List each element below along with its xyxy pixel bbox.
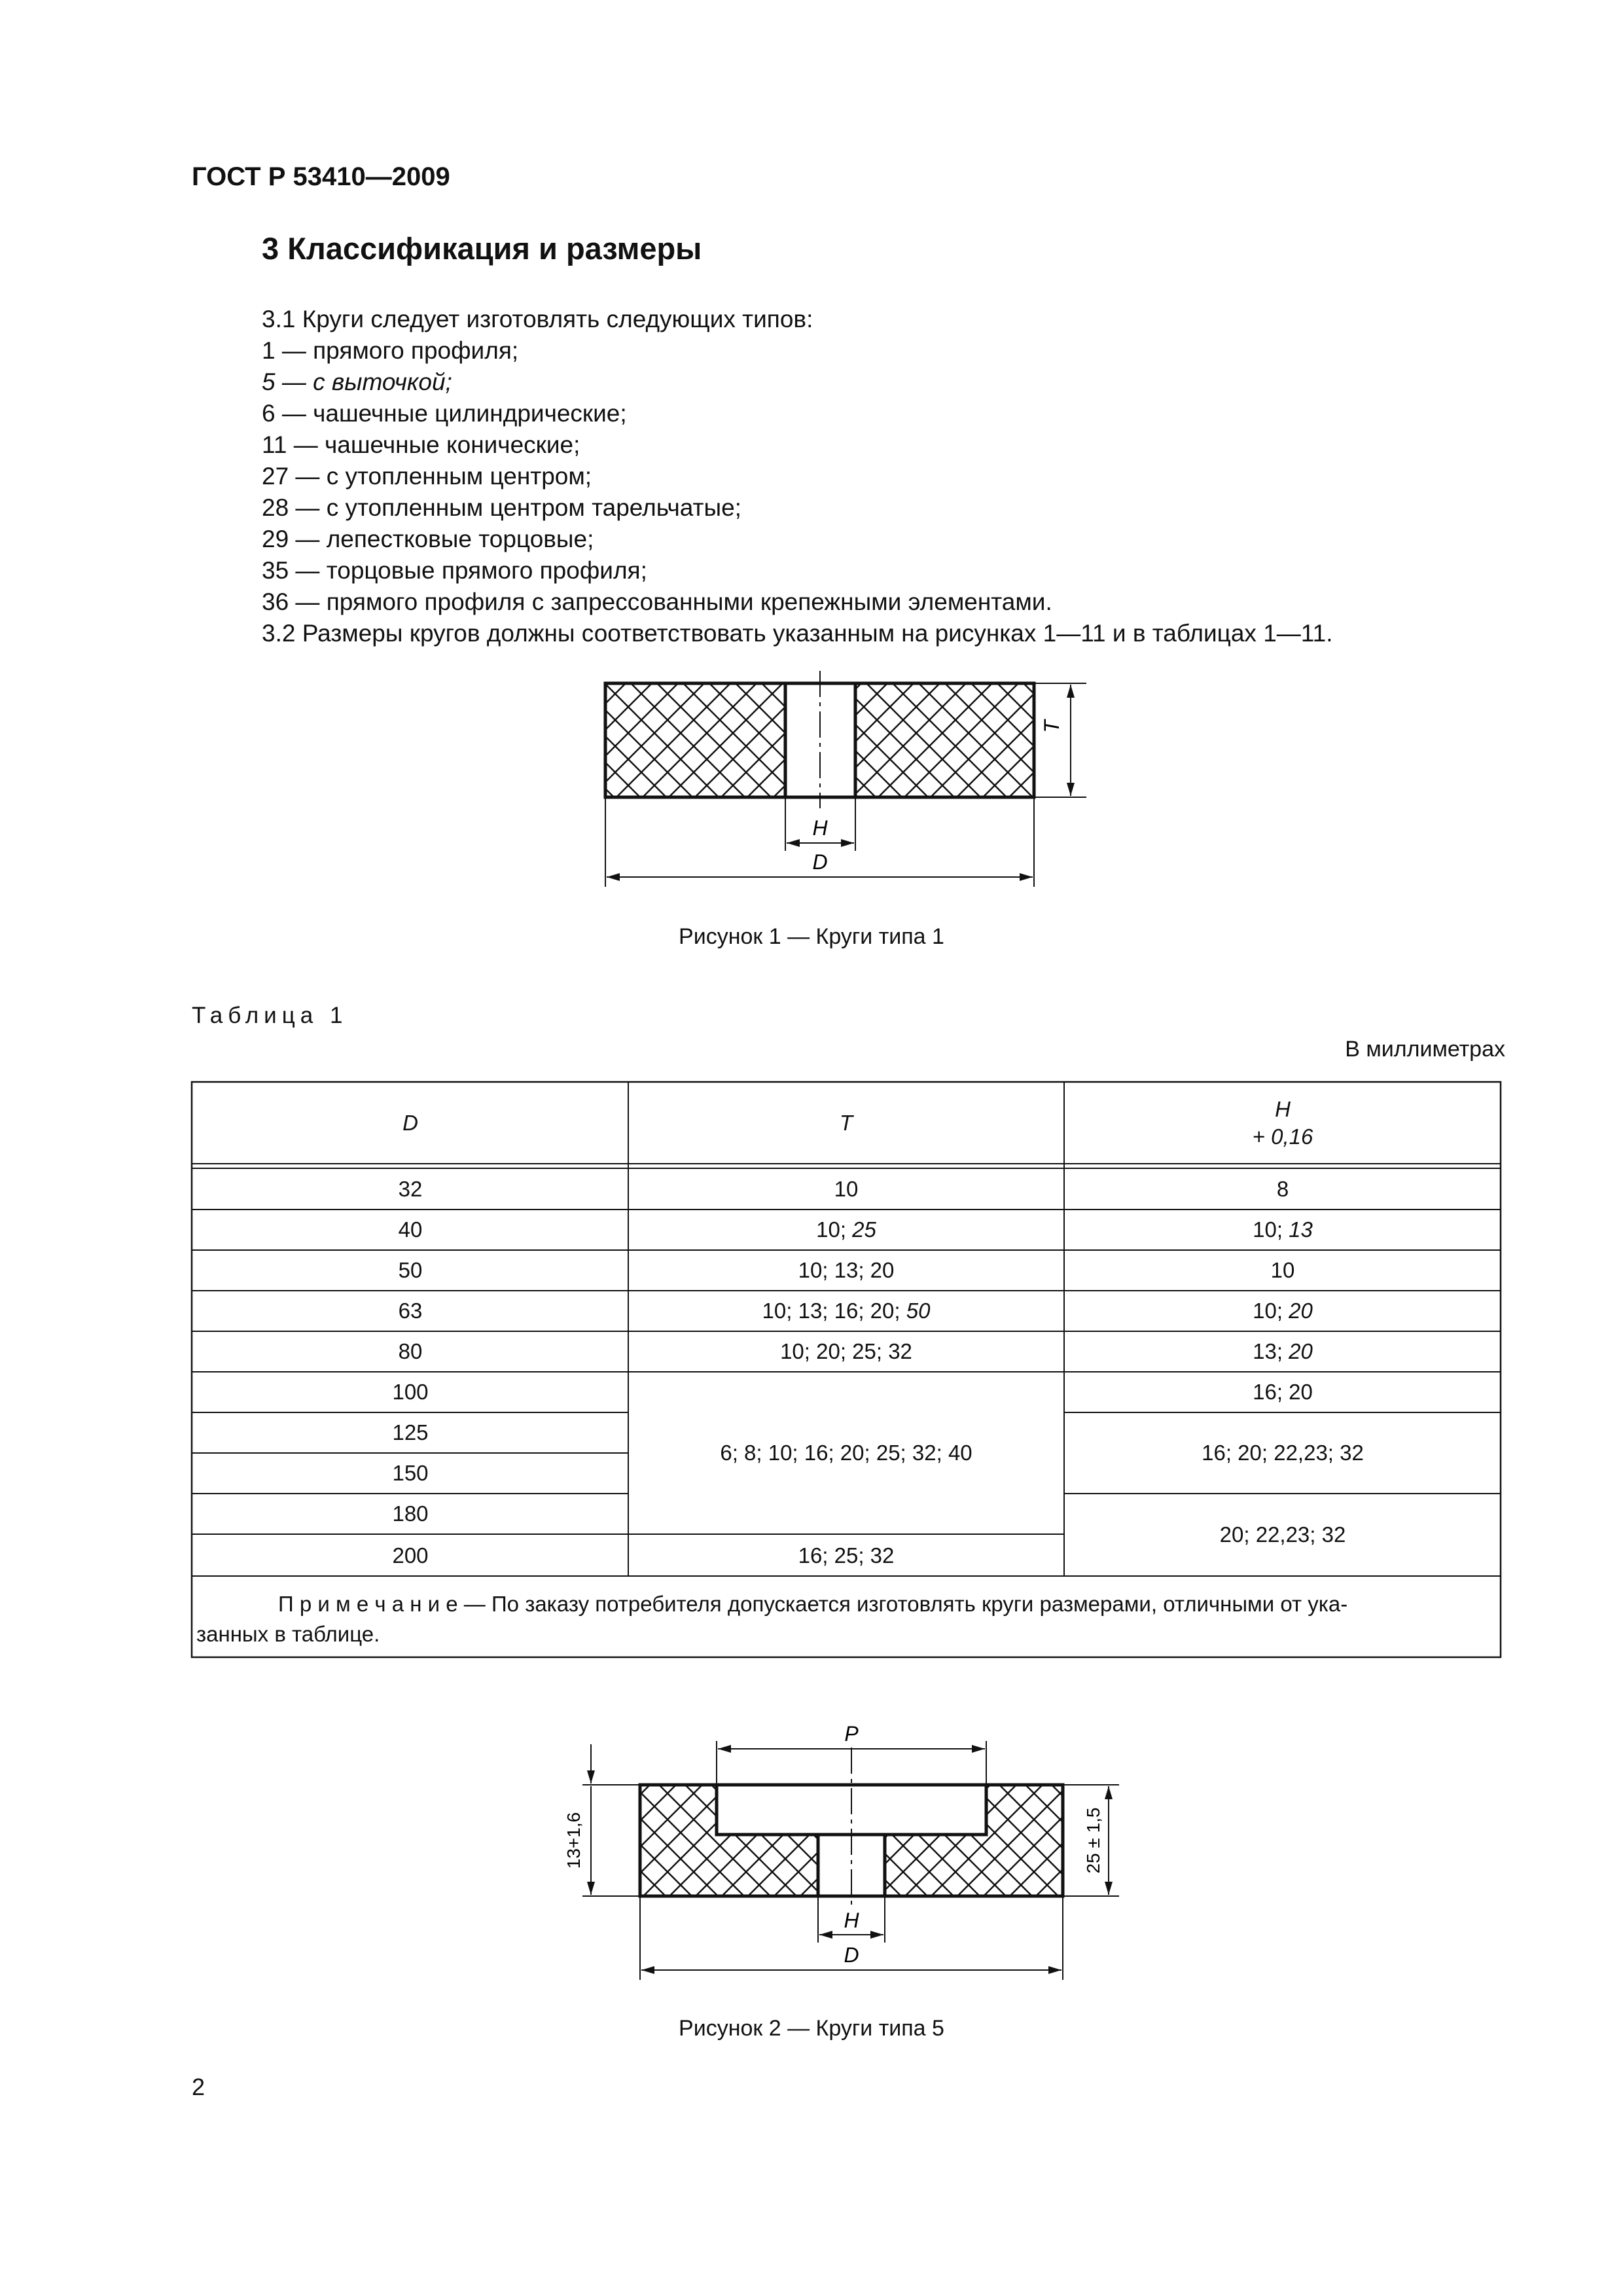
- table-cell-d: 40: [398, 1217, 423, 1242]
- section-title: 3 Классификация и размеры: [262, 231, 702, 266]
- table-cell-d: 63: [398, 1299, 423, 1323]
- table-cell-d: 80: [398, 1339, 423, 1363]
- dim-label-right-height: 25 ± 1,5: [1083, 1807, 1103, 1874]
- figure-1-caption: Рисунок 1 — Круги типа 1: [679, 924, 944, 949]
- figure-2-caption: Рисунок 2 — Круги типа 5: [679, 2016, 944, 2041]
- table-cell-t: 10: [834, 1177, 859, 1201]
- table-cell-h-part: 13;: [1253, 1339, 1289, 1363]
- table-header-t: T: [839, 1111, 853, 1135]
- type-list-item: 36 — прямого профиля с запрессованными крепежными элементами.: [262, 588, 1052, 615]
- figure-2-drawing: [0, 1715, 1623, 2003]
- table-cell-h-part: 13: [1289, 1217, 1313, 1242]
- table-cell-d: 200: [392, 1543, 429, 1568]
- table-note-label: П р и м е ч а н и е: [278, 1592, 458, 1616]
- table-cell-d: 32: [398, 1177, 423, 1201]
- table-cell-d: 180: [392, 1501, 429, 1526]
- table-note-line-1: [278, 1592, 1347, 1616]
- dim-label-d: D: [844, 1943, 859, 1967]
- table-cell-h-part: 20: [1289, 1339, 1313, 1363]
- type-list-item: 1 — прямого профиля;: [262, 337, 519, 364]
- table-cell-t: [816, 1217, 876, 1242]
- table-cell-d: 150: [392, 1461, 429, 1485]
- table-header-d: D: [402, 1111, 418, 1135]
- table-cell-t: 6; 8; 10; 16; 20; 25; 32; 40: [720, 1441, 972, 1465]
- type-list-item: 29 — лепестковые торцовые;: [262, 526, 594, 552]
- dim-label-h: H: [844, 1909, 859, 1932]
- table-cell-h: 8: [1276, 1177, 1289, 1201]
- table-note-line-2: занных в таблице.: [196, 1622, 380, 1646]
- table-cell-t-part: 50: [906, 1299, 931, 1323]
- table-cell-t: 10; 13; 20: [798, 1258, 895, 1282]
- table-1: [0, 1073, 1623, 1662]
- figure-1-drawing: [0, 655, 1623, 916]
- table-cell-h-part: 10;: [1253, 1299, 1289, 1323]
- page-number: 2: [192, 2073, 205, 2100]
- table-cell-h: [1253, 1299, 1313, 1323]
- table-cell-d: 125: [392, 1420, 429, 1444]
- dim-label-h: H: [812, 816, 828, 840]
- table-cell-d: 50: [398, 1258, 423, 1282]
- table-cell-h-part: 20: [1289, 1299, 1313, 1323]
- para-3-2: 3.2 Размеры кругов должны соответствовать указанным на рисунках 1—11 и в таблицах 1—11.: [262, 620, 1333, 647]
- table-cell-h: 20; 22,23; 32: [1219, 1522, 1346, 1547]
- document-code: ГОСТ Р 53410—2009: [192, 162, 450, 191]
- table-cell-d: 100: [392, 1380, 429, 1404]
- table-note-text: — По заказу потребителя допускается изготовлять круги размерами, отличными от ука-: [457, 1592, 1348, 1616]
- table-cell-t: 16; 25; 32: [798, 1543, 895, 1568]
- type-list-item: 35 — торцовые прямого профиля;: [262, 557, 647, 584]
- type-list-item: 28 — с утопленным центром тарельчатые;: [262, 494, 741, 521]
- table-cell-h: [1253, 1339, 1313, 1363]
- table-cell-t-part: 25: [852, 1217, 876, 1242]
- type-list-item: 27 — с утопленным центром;: [262, 463, 592, 490]
- table-cell-h: 10: [1270, 1258, 1295, 1282]
- dim-label-t: T: [1040, 720, 1063, 733]
- dim-label-d: D: [812, 850, 828, 874]
- table-header-h-tolerance: + 0,16: [1252, 1124, 1313, 1149]
- table-cell-h: 16; 20; 22,23; 32: [1202, 1441, 1364, 1465]
- type-list-item: 11 — чашечные конические;: [262, 431, 580, 458]
- table-cell-t: 10; 20; 25; 32: [780, 1339, 912, 1363]
- table-cell-h: 16; 20: [1253, 1380, 1313, 1404]
- table-header-h: H: [1275, 1097, 1291, 1121]
- table-title: Таблица 1: [192, 1003, 348, 1028]
- type-list-item: 6 — чашечные цилиндрические;: [262, 400, 627, 427]
- dim-label-left-height: 13+1,6: [563, 1812, 584, 1869]
- table-units: В миллиметрах: [1345, 1037, 1505, 1062]
- table-cell-t-part: 10; 13; 16; 20;: [762, 1299, 906, 1323]
- table-cell-h: [1253, 1217, 1313, 1242]
- para-3-1-intro: 3.1 Круги следует изготовлять следующих типов:: [262, 306, 813, 332]
- table-cell-t: [762, 1299, 931, 1323]
- dim-label-p: P: [844, 1722, 859, 1746]
- table-cell-h-part: 10;: [1253, 1217, 1289, 1242]
- table-cell-t-part: 10;: [816, 1217, 853, 1242]
- type-list-item: 5 — с выточкой;: [262, 368, 452, 395]
